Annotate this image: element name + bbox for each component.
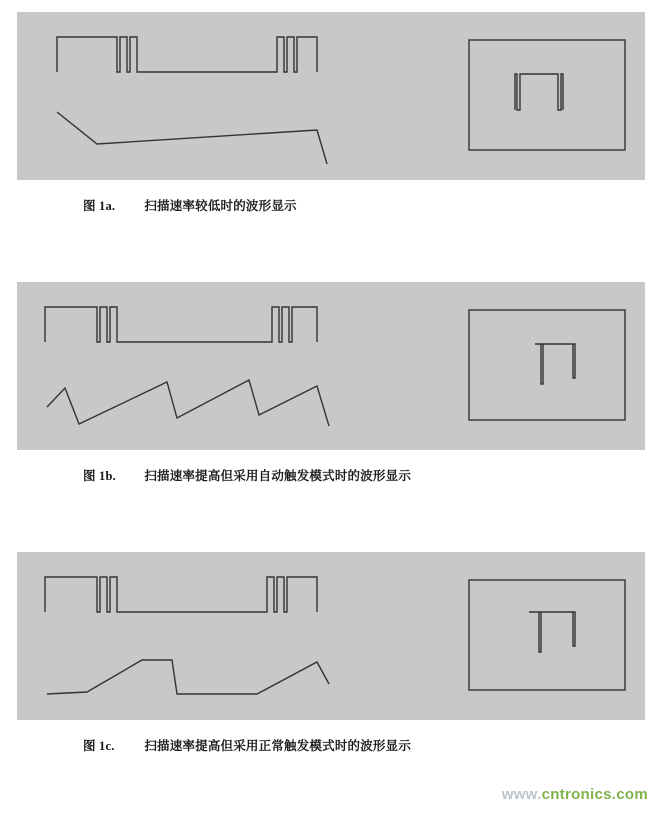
- figure-1b-caption-text: 扫描速率提高但采用自动触发模式时的波形显示: [144, 469, 412, 483]
- figure-1a-panel: [17, 12, 645, 180]
- figure-1b-caption-label: 图 1b.: [83, 469, 116, 483]
- pulse-waveform-trace: [45, 307, 317, 342]
- figure-1c-caption: [17, 736, 645, 754]
- watermark-text: cntronics.com: [541, 786, 648, 803]
- oscilloscope-screen: [469, 580, 625, 690]
- sweep-ramp-trace: [47, 660, 329, 694]
- figure-1a: [17, 12, 645, 214]
- pulse-waveform-trace: [57, 37, 317, 72]
- figure-1c-caption-text: 扫描速率提高但采用正常触发模式时的波形显示: [144, 739, 412, 753]
- figure-1c: [17, 552, 645, 754]
- figure-1b-panel: [17, 282, 645, 450]
- figure-1c-panel: [17, 552, 645, 720]
- sweep-ramp-trace: [47, 380, 329, 426]
- pulse-waveform-trace: [45, 577, 317, 612]
- watermark-prefix: www.: [501, 786, 542, 803]
- screen-pulse-trace: [535, 344, 575, 384]
- screen-pulse-trace: [529, 612, 575, 652]
- sweep-ramp-trace: [57, 112, 327, 164]
- oscilloscope-screen: [469, 310, 625, 420]
- figure-1b: [17, 282, 645, 484]
- oscilloscope-screen: [469, 40, 625, 150]
- figure-1c-caption-label: 图 1c.: [83, 739, 115, 753]
- screen-pulse-trace: [515, 74, 563, 110]
- figure-1a-caption-text: 扫描速率较低时的波形显示: [144, 199, 297, 213]
- figure-1b-caption: [17, 466, 645, 484]
- watermark: [502, 786, 648, 803]
- figure-1a-caption-label: 图 1a.: [83, 199, 116, 213]
- figure-1a-caption: [17, 196, 645, 214]
